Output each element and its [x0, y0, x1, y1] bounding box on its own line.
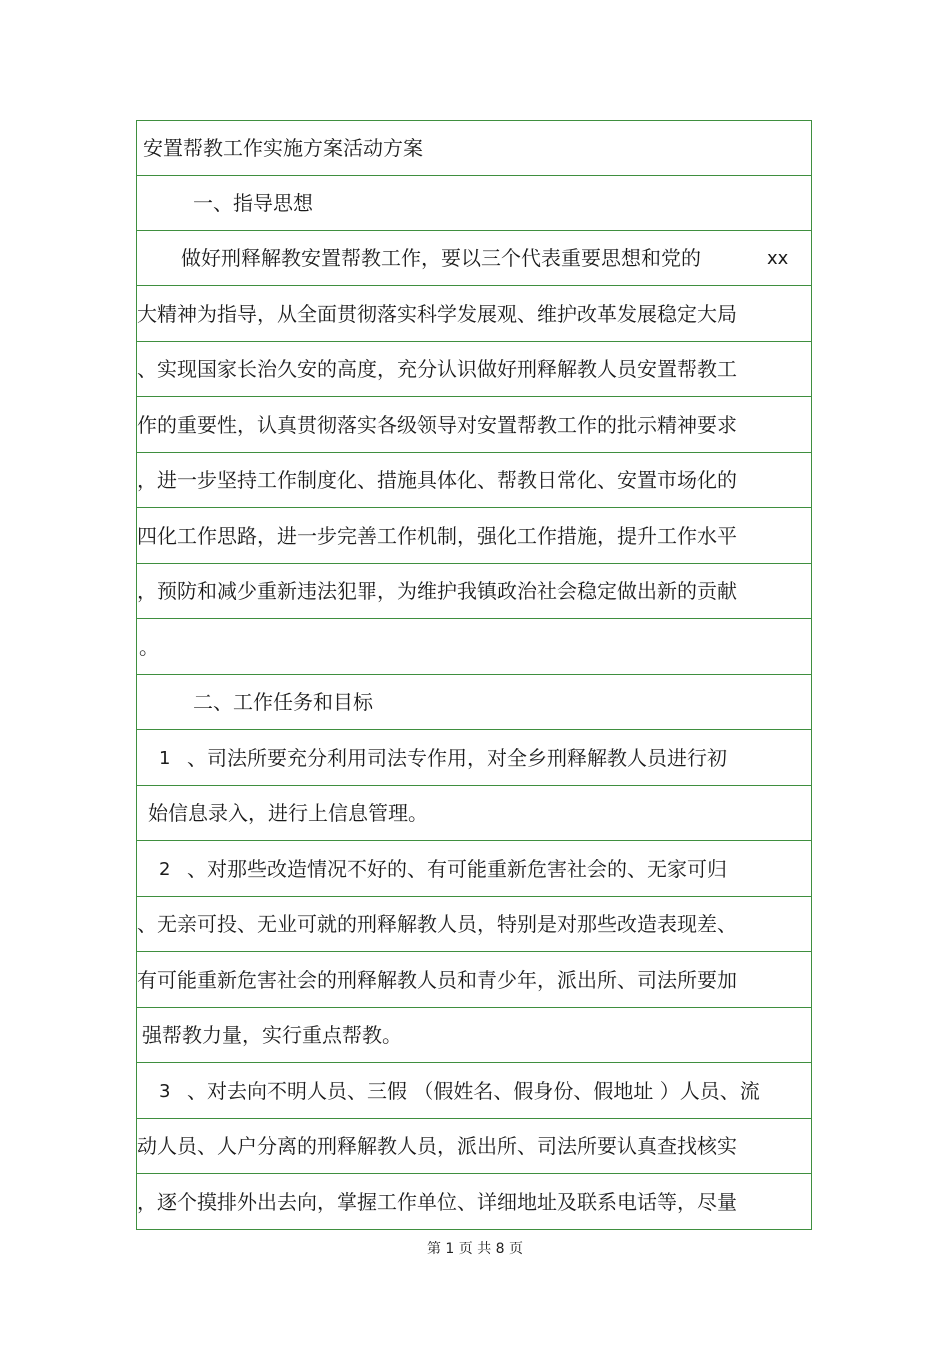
page-footer	[0, 1238, 950, 1258]
item-number: 3	[159, 1081, 171, 1102]
section-heading: 一、指导思想	[193, 191, 313, 215]
table-row	[137, 675, 811, 730]
item-number: 2	[159, 859, 171, 880]
paragraph-line: 四化工作思路，进一步完善工作机制，强化工作措施，提升工作水平	[137, 524, 737, 548]
paragraph-line: 始信息录入，进行上信息管理。	[148, 801, 428, 825]
table-row	[137, 564, 811, 619]
table-row	[137, 453, 811, 508]
table-row	[137, 287, 811, 342]
paragraph-line: ，预防和减少重新违法犯罪，为维护我镇政治社会稳定做出新的贡献	[137, 579, 737, 603]
table-row	[137, 342, 811, 397]
paragraph-line: 。	[139, 635, 159, 659]
paragraph-line: 、司法所要充分利用司法专作用，对全乡刑释解教人员进行初	[187, 746, 727, 770]
paragraph-line: 大精神为指导，从全面贯彻落实科学发展观、维护改革发展稳定大局	[137, 302, 737, 326]
table-row	[137, 176, 811, 231]
table-row	[137, 1008, 811, 1063]
paragraph-line: 做好刑释解教安置帮教工作，要以三个代表重要思想和党的	[181, 246, 701, 270]
item-number: 1	[159, 748, 171, 769]
paragraph-line-tail: xx	[767, 248, 789, 269]
footer-label-pre: 第	[426, 1241, 441, 1257]
section-heading: 二、工作任务和目标	[193, 690, 373, 714]
table-row	[137, 620, 811, 675]
table-row	[137, 1175, 811, 1230]
paragraph-line: ，进一步坚持工作制度化、措施具体化、帮教日常化、安置市场化的	[137, 468, 737, 492]
table-row	[137, 786, 811, 841]
table-row	[137, 897, 811, 952]
table-row	[137, 509, 811, 564]
table-row	[137, 231, 811, 286]
table-row	[137, 731, 811, 786]
footer-label-mid: 页 共	[458, 1241, 492, 1257]
footer-total-pages: 8	[495, 1241, 505, 1257]
document-table	[136, 120, 812, 1230]
table-row	[137, 1064, 811, 1119]
paragraph-line: 作的重要性，认真贯彻落实各级领导对安置帮教工作的批示精神要求	[137, 413, 737, 437]
paragraph-line: 、对那些改造情况不好的、有可能重新危害社会的、无家可归	[187, 857, 727, 881]
paragraph-line: 有可能重新危害社会的刑释解教人员和青少年，派出所、司法所要加	[137, 968, 737, 992]
document-title: 安置帮教工作实施方案活动方案	[143, 136, 423, 160]
table-row	[137, 121, 811, 176]
table-row	[137, 398, 811, 453]
table-row	[137, 842, 811, 897]
table-row	[137, 953, 811, 1008]
paragraph-line: 、无亲可投、无业可就的刑释解教人员，特别是对那些改造表现差、	[137, 912, 737, 936]
paragraph-line: 动人员、人户分离的刑释解教人员，派出所、司法所要认真查找核实	[137, 1134, 737, 1158]
paragraph-line: 强帮教力量，实行重点帮教。	[142, 1023, 402, 1047]
paragraph-line: 、对去向不明人员、三假 （假姓名、假身份、假地址 ）人员、流	[187, 1079, 760, 1103]
paragraph-line: 、实现国家长治久安的高度，充分认识做好刑释解教人员安置帮教工	[137, 357, 737, 381]
paragraph-line: ，逐个摸排外出去向，掌握工作单位、详细地址及联系电话等，尽量	[137, 1190, 737, 1214]
footer-label-post: 页	[509, 1241, 524, 1257]
footer-page-number: 1	[445, 1241, 455, 1257]
table-row	[137, 1119, 811, 1174]
